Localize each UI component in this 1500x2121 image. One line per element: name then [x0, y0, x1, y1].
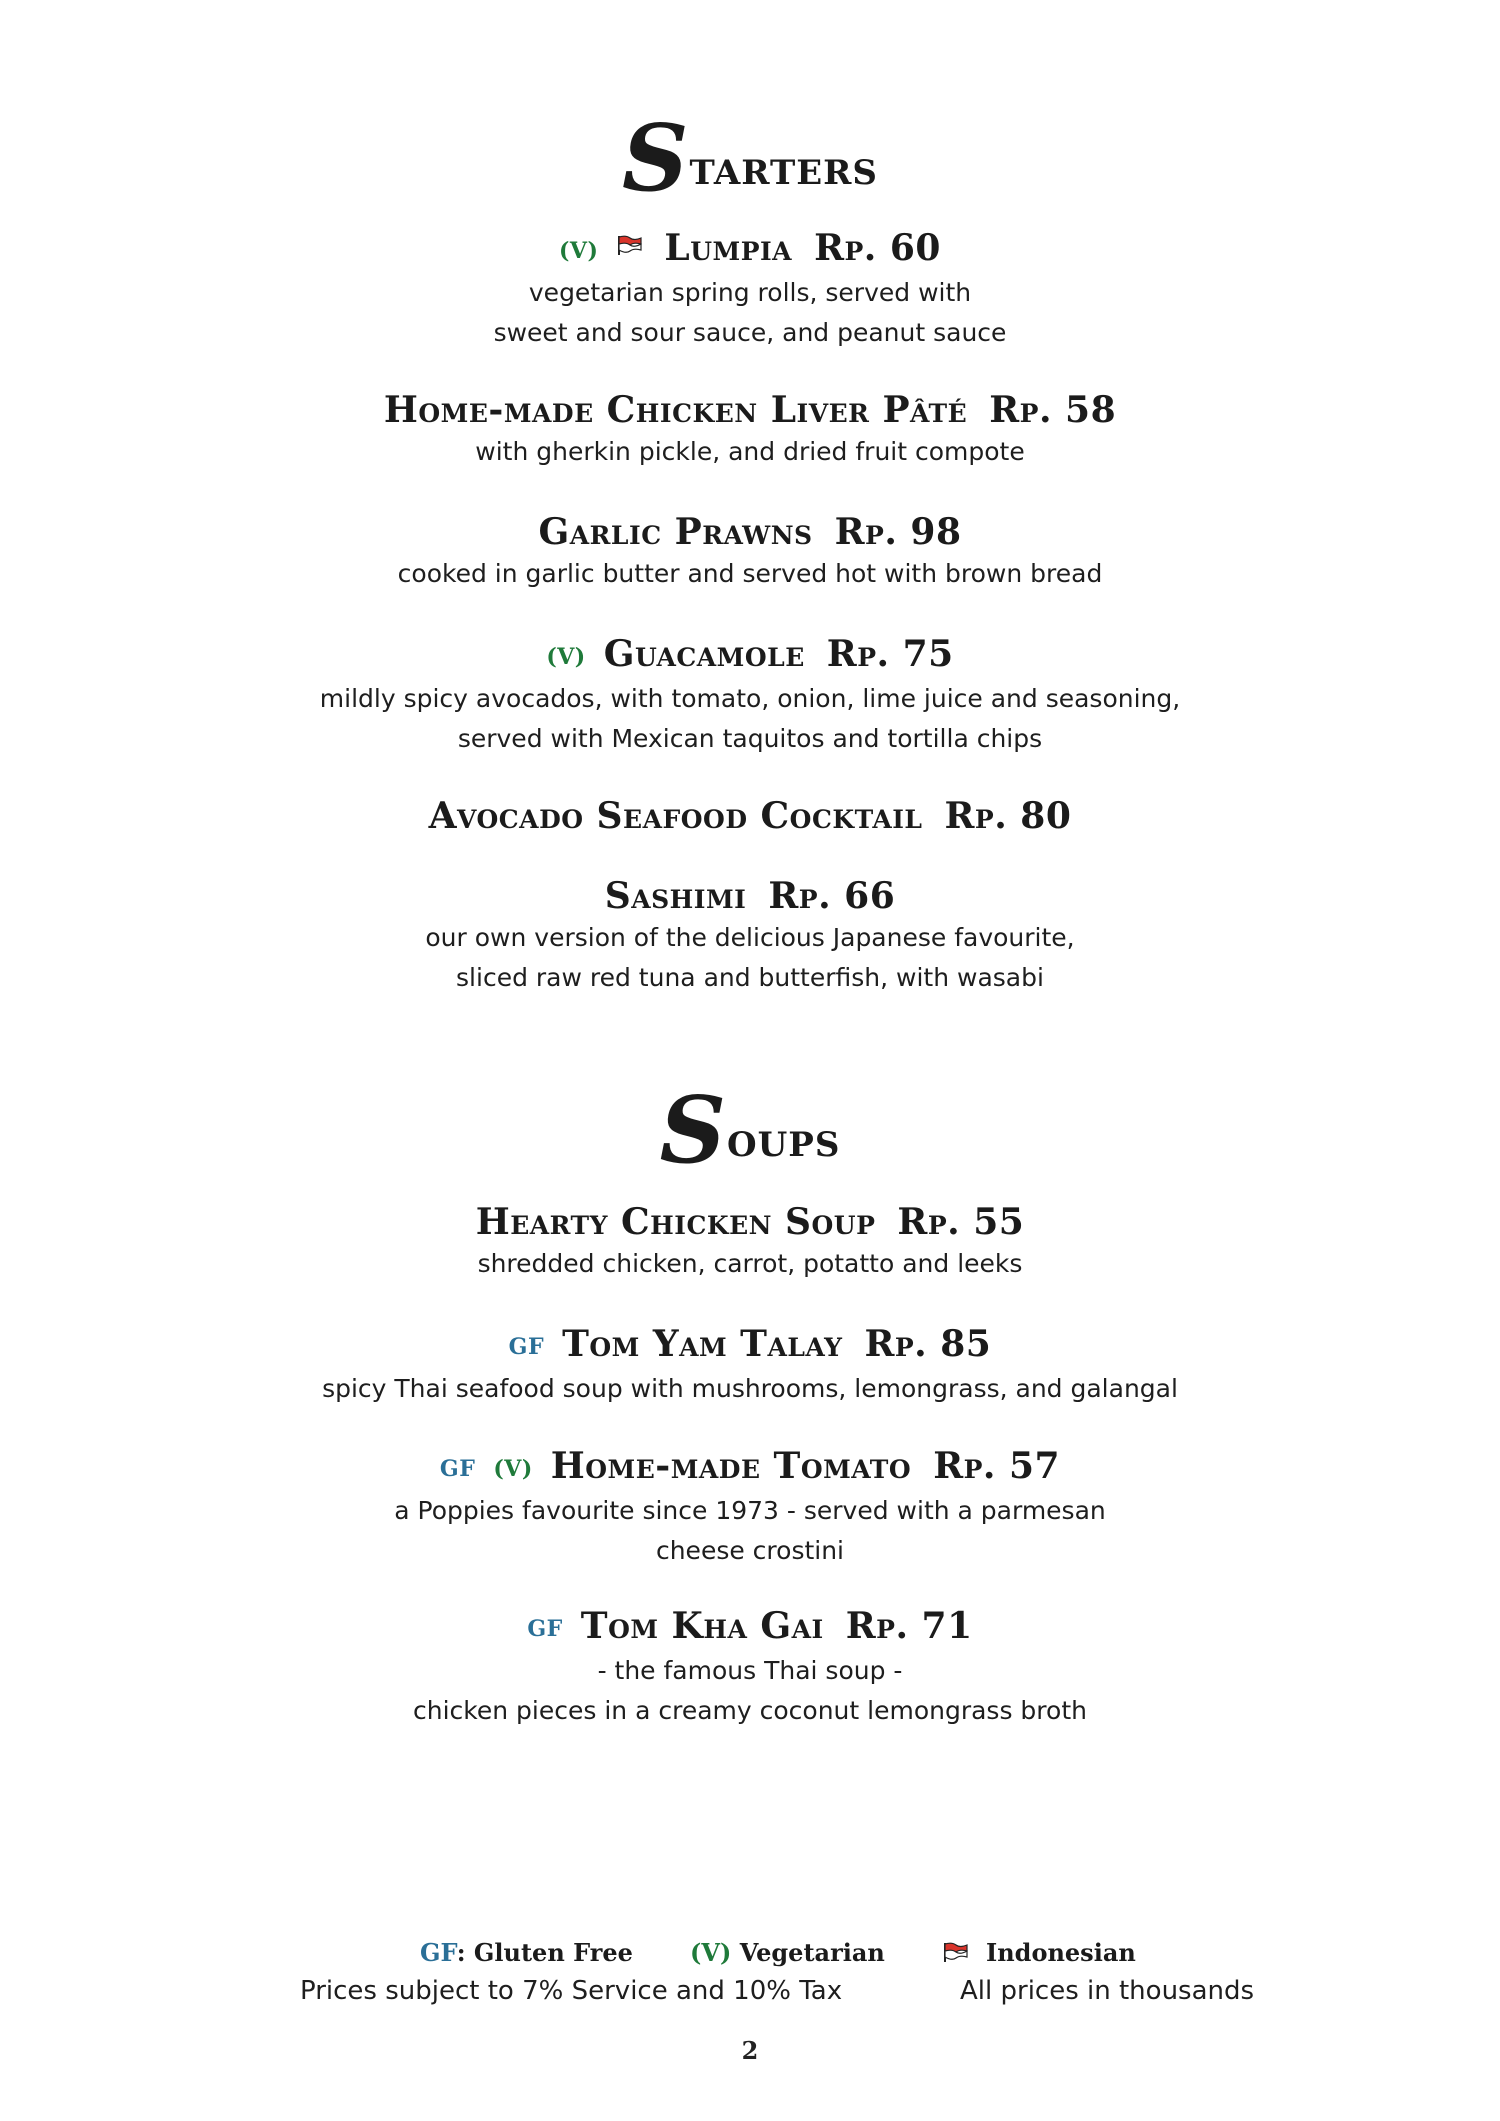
item-description: spicy Thai seafood soup with mushrooms, lemongrass, and galangal: [322, 1374, 1178, 1403]
legend-gluten-free: GF: Gluten Free: [420, 1938, 633, 1967]
item-description: a Poppies favourite since 1973 - served with a parmesan cheese crostini: [394, 1496, 1106, 1565]
page-number: 2: [741, 2036, 759, 2065]
menu-item-tom-yam-talay: [0, 1322, 1500, 1409]
gluten-free-tag: GF: [527, 1616, 563, 1642]
indonesian-flag-icon: [616, 234, 642, 256]
menu-item-guacamole: [0, 632, 1500, 759]
item-price: Rp. 80: [944, 795, 1072, 837]
item-name: Tom Yam Talay: [562, 1323, 843, 1365]
item-description: - the famous Thai soup - chicken pieces in a creamy coconut lemongrass broth: [413, 1656, 1087, 1725]
soups-heading: Soups: [659, 1076, 841, 1184]
menu-item-chicken-liver-pate: [0, 388, 1500, 472]
item-price: Rp. 57: [933, 1445, 1061, 1487]
menu-item-tom-kha-gai: [0, 1604, 1500, 1731]
item-name: Home-made Tomato: [550, 1445, 912, 1487]
item-name: Guacamole: [603, 633, 805, 675]
item-description: with gherkin pickle, and dried fruit compote: [475, 437, 1025, 466]
menu-item-avocado-seafood-cocktail: [0, 794, 1500, 838]
starters-section: [0, 104, 1500, 212]
item-description: shredded chicken, carrot, potatto and leeks: [477, 1249, 1023, 1278]
item-price: Rp. 75: [826, 633, 954, 675]
legend: [0, 1938, 1500, 1972]
item-name: Garlic Prawns: [538, 511, 813, 553]
item-price: Rp. 66: [768, 875, 896, 917]
gluten-free-tag: GF: [508, 1334, 545, 1360]
item-name: Hearty Chicken Soup: [475, 1201, 876, 1243]
gluten-free-tag: GF: [439, 1456, 476, 1482]
item-price: Rp. 98: [834, 511, 962, 553]
item-name: Lumpia: [664, 227, 793, 269]
item-description: our own version of the delicious Japanese favourite, sliced raw red tuna and butterfish, with wasabi: [425, 923, 1075, 992]
thousands-note: All prices in thousands: [960, 1976, 1255, 2006]
menu-item-home-made-tomato: [0, 1444, 1500, 1571]
item-price: Rp. 71: [845, 1605, 973, 1647]
vegetarian-tag: (V): [559, 238, 599, 264]
soups-section: [0, 1076, 1500, 1184]
item-price: Rp. 58: [989, 389, 1117, 431]
menu-item-lumpia: [0, 226, 1500, 353]
menu-item-sashimi: [0, 874, 1500, 998]
vegetarian-tag: (V): [546, 644, 586, 670]
item-description: vegetarian spring rolls, served with sweet and sour sauce, and peanut sauce: [493, 278, 1007, 347]
starters-heading: Starters: [622, 104, 878, 212]
item-description: cooked in garlic butter and served hot with brown bread: [397, 559, 1103, 588]
legend-indonesian: Indonesian: [942, 1938, 1136, 1967]
menu-item-garlic-prawns: [0, 510, 1500, 594]
item-name: Sashimi: [604, 875, 747, 917]
item-price: Rp. 55: [897, 1201, 1025, 1243]
service-tax-note: Prices subject to 7% Service and 10% Tax: [300, 1976, 843, 2006]
item-name: Tom Kha Gai: [580, 1605, 824, 1647]
item-name: Home-made Chicken Liver Pâté: [383, 389, 968, 431]
vegetarian-tag: (V): [493, 1456, 533, 1482]
item-name: Avocado Seafood Cocktail: [428, 795, 923, 837]
item-price: Rp. 85: [864, 1323, 992, 1365]
indonesian-flag-icon: [942, 1941, 968, 1963]
item-price: Rp. 60: [814, 227, 941, 269]
legend-vegetarian: (V) Vegetarian: [690, 1938, 885, 1967]
menu-item-hearty-chicken-soup: [0, 1200, 1500, 1284]
item-description: mildly spicy avocados, with tomato, onion, lime juice and seasoning, served with Mexican taquitos and tortilla chips: [319, 684, 1181, 753]
